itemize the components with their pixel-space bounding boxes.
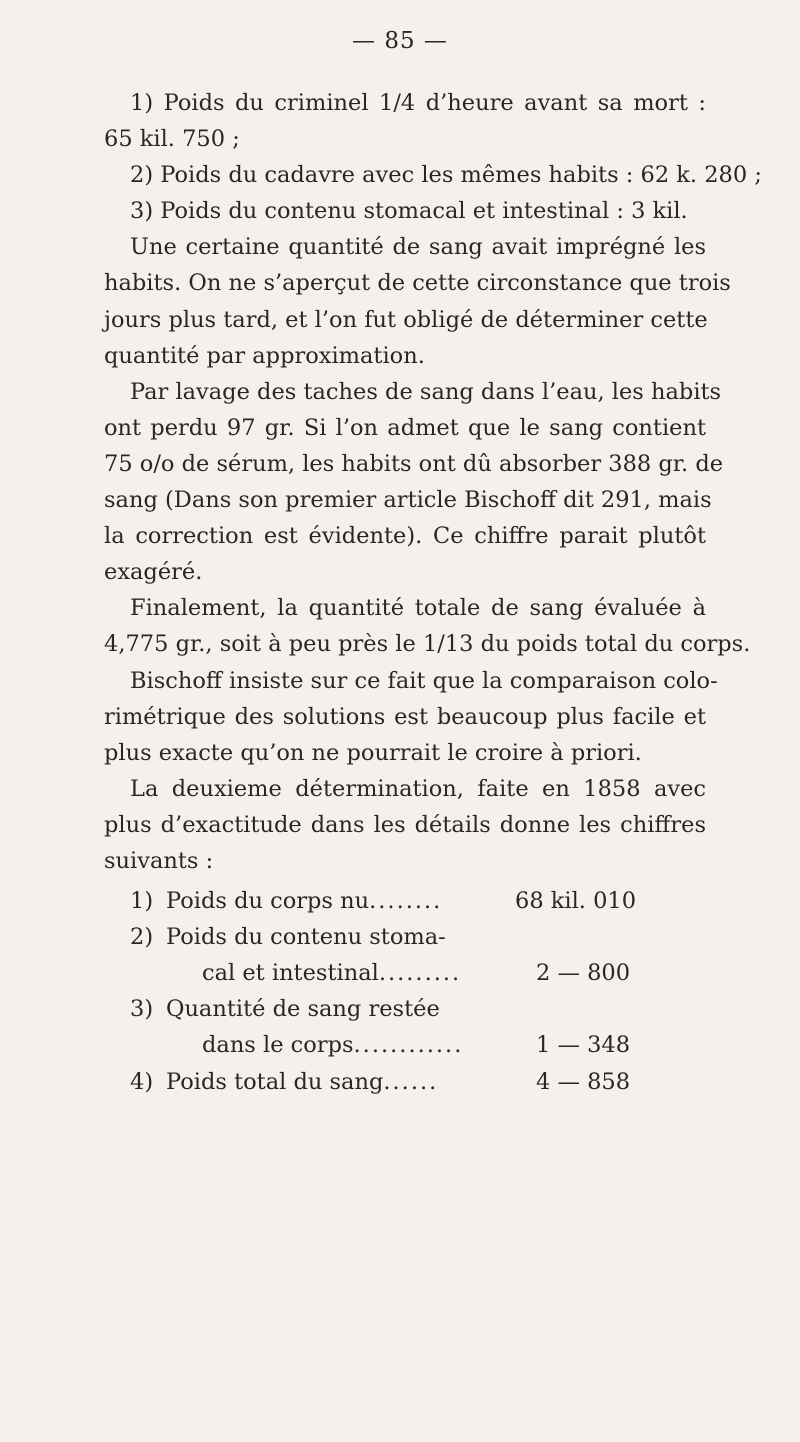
table-row <box>104 991 706 1027</box>
row-label: Poids total du sang...... <box>166 1068 439 1095</box>
intro-item-1: 1) Poids du criminel 1/4 d’heure avant sa mort : <box>130 90 706 116</box>
row-value: 2 — 800 <box>536 960 631 987</box>
paragraph-line: plus exacte qu’on ne pourrait le croire à priori. <box>104 739 642 766</box>
paragraph-line: Finalement, la quantité totale de sang évaluée à <box>130 595 706 622</box>
paragraph-line: habits. On ne s’aperçut de cette circonstance que trois <box>104 270 731 297</box>
page-text <box>104 85 762 1100</box>
table-row-continuation <box>104 955 706 991</box>
table-row <box>104 1064 706 1100</box>
row-number: 2) <box>130 924 154 951</box>
paragraph-line: sang (Dans son premier article Bischoff dit 291, mais <box>104 487 712 514</box>
paragraph-line: quantité par approximation. <box>104 342 425 369</box>
row-number: 4) <box>130 1068 154 1095</box>
row-label: Quantité de sang restée <box>166 996 440 1023</box>
row-value: 68 kil. 010 <box>515 888 637 915</box>
paragraph-line: 75 o/o de sérum, les habits ont dû absorber 388 gr. de <box>104 450 724 477</box>
page-number: — 85 — <box>352 28 448 54</box>
paragraph-line: Une certaine quantité de sang avait imprégné les <box>130 234 706 261</box>
intro-item-3: 3) Poids du contenu stomacal et intestinal : 3 kil. <box>130 198 688 225</box>
table-row-continuation <box>104 1027 706 1063</box>
row-value: 4 — 858 <box>536 1068 631 1095</box>
paragraph-line: jours plus tard, et l’on fut obligé de déterminer cette <box>104 306 708 333</box>
row-number: 1) <box>130 888 154 915</box>
paragraph-line: ont perdu 97 gr. Si l’on admet que le sang contient <box>104 414 706 441</box>
table-row <box>104 883 706 919</box>
paragraph-line: la correction est évidente). Ce chiffre parait plutôt <box>104 523 706 550</box>
paragraph-line: Bischoff insiste sur ce fait que la comparaison colo- <box>130 667 718 694</box>
intro-item-2: 2) Poids du cadavre avec les mêmes habits : 62 k. 280 ; <box>130 162 762 189</box>
paragraph-line: La deuxieme détermination, faite en 1858 avec <box>130 775 706 802</box>
paragraph-line: rimétrique des solutions est beaucoup plus facile et <box>104 703 706 730</box>
row-label: Poids du corps nu........ <box>166 888 443 915</box>
paragraph-line: 4,775 gr., soit à peu près le 1/13 du poids total du corps. <box>104 631 751 658</box>
paragraph-line: suivants : <box>104 847 214 874</box>
row-label-continuation: cal et intestinal......... <box>202 960 462 987</box>
table-row <box>104 919 706 955</box>
row-value: 1 — 348 <box>536 1032 631 1059</box>
paragraph-line: plus d’exactitude dans les détails donne les chiffres <box>104 811 706 838</box>
row-number: 3) <box>130 996 154 1023</box>
intro-item-1-continuation: 65 kil. 750 ; <box>104 126 240 153</box>
row-label: Poids du contenu stoma- <box>166 924 446 951</box>
measurement-table <box>104 883 706 1100</box>
paragraph-line: Par lavage des taches de sang dans l’eau, les habits <box>130 378 722 405</box>
paragraph-line: exagéré. <box>104 559 203 586</box>
row-label-continuation: dans le corps............ <box>202 1032 464 1059</box>
